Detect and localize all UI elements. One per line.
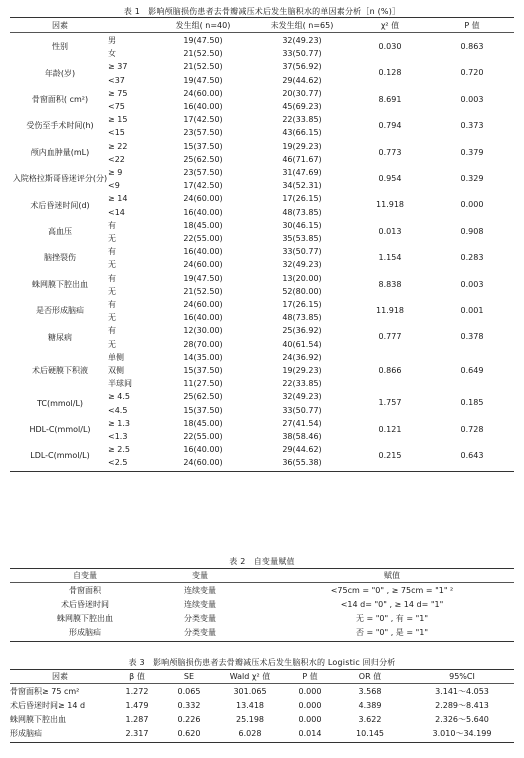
table1-not-occurred-value: 24(36.92) [282, 352, 322, 362]
table1-occurred-value: 16(40.00) [183, 207, 223, 217]
table1-caption: 表 1 影响颅脑损伤患者去骨瓣减压术后发生脑积水的单因素分析［n (%)］ [123, 7, 401, 16]
table1-not-occurred-value: 40(61.54) [282, 339, 322, 349]
table1-not-occurred-value: 32(49.23) [282, 260, 322, 270]
table1-occurred-value: 24(60.00) [183, 260, 223, 270]
table1-occurred-value: 15(37.50) [183, 366, 223, 375]
table1-chi-value: 1.154 [378, 253, 402, 263]
table3-cell: 0.000 [298, 715, 322, 724]
table1-not-occurred-value: 22(33.85) [282, 379, 322, 389]
table1-header-1 [108, 20, 148, 31]
table1-header-4: χ² 值 [380, 21, 400, 30]
table1-level: <1.3 [108, 432, 128, 441]
table1-chi-value: 0.866 [378, 365, 402, 375]
table3-cell: 0.014 [298, 729, 322, 738]
table2-header-2: 赋值 [384, 571, 400, 580]
table2-cell: 否 = "0" , 是 = "1" [355, 628, 429, 637]
table1-occurred-value: 24(60.00) [183, 88, 223, 98]
table3-cell: 1.272 [125, 687, 149, 696]
table1-occurred-value: 19(47.50) [183, 36, 223, 45]
table1-factor: LDL-C(mmol/L) [30, 451, 90, 461]
table1-occurred-value: 21(52.50) [183, 62, 223, 72]
table1-not-occurred-value: 45(69.23) [282, 102, 322, 111]
table3-cell: 蛛网膜下腔出血 [10, 715, 66, 724]
table1-level: 男 [108, 36, 116, 45]
table1-factor: 颅内血肿量(mL) [30, 147, 90, 157]
table1-p-value: 0.863 [460, 42, 484, 51]
table1-factor: 年龄(岁) [44, 68, 76, 78]
table1-chi-value: 0.030 [378, 42, 402, 51]
table1-not-occurred-value: 48(73.85) [282, 313, 322, 323]
table1-level: ≥ 4.5 [108, 392, 130, 402]
table2-bottom-rule [10, 641, 514, 642]
table1-level: <37 [108, 75, 125, 85]
table1-factor: 高血压 [48, 226, 72, 236]
table1-level: ≥ 2.5 [108, 445, 130, 455]
table3-cell: 2.317 [125, 729, 149, 738]
table1-not-occurred-value: 52(80.00) [282, 286, 322, 296]
table3-cell: 2.326～5.640 [435, 715, 489, 724]
table1-occurred-value: 24(60.00) [183, 300, 223, 309]
table1-factor: HDL-C(mmol/L) [29, 424, 91, 434]
table1-header-5: P 值 [464, 21, 480, 30]
table1-level: <22 [108, 154, 125, 164]
table3-cell: 13.418 [236, 701, 264, 710]
table1-not-occurred-value: 33(50.77) [282, 247, 322, 257]
table2-cell: 分类变量 [184, 614, 216, 623]
table1-p-value: 0.908 [460, 226, 484, 236]
table1-factor: TC(mmol/L) [36, 398, 84, 408]
table1-level: 有 [108, 220, 116, 230]
table1-occurred-value: 23(57.50) [183, 128, 223, 138]
table3-cell: 0.332 [177, 701, 201, 710]
table1-not-occurred-value: 43(66.15) [282, 128, 322, 138]
table1-p-value: 0.003 [460, 94, 484, 104]
table1-level: ≥ 22 [108, 141, 128, 151]
table1-level: 无 [108, 260, 116, 270]
table1-chi-value: 8.691 [378, 94, 402, 104]
table1-chi-value: 0.215 [378, 451, 402, 461]
table3-header-1: β 值 [129, 672, 145, 681]
table1-level: ≥ 9 [108, 168, 123, 177]
table1-chi-value: 0.954 [378, 174, 402, 183]
table1-level: 有 [108, 326, 116, 336]
table1-occurred-value: 23(57.50) [183, 168, 223, 177]
table1-factor: 蛛网膜下腔出血 [32, 279, 88, 289]
table1-occurred-value: 16(40.00) [183, 102, 223, 111]
table1-factor: 入院格拉斯哥昏迷评分(分) [12, 174, 108, 184]
table1-level: <14 [108, 207, 125, 217]
table1-level: 有 [108, 273, 116, 283]
table3-cell: 0.620 [177, 729, 201, 738]
table1-factor: 术后硬膜下积液 [32, 365, 88, 375]
table1-factor: 糖尿病 [48, 332, 72, 342]
table1-not-occurred-value: 30(46.15) [282, 220, 322, 230]
table1-level: 女 [108, 49, 116, 59]
table1-header-2: 发生组( n=40) [175, 21, 231, 30]
table1-occurred-value: 18(45.00) [183, 220, 223, 230]
table1-level: ≥ 14 [108, 194, 128, 204]
table1-chi-value: 11.918 [376, 306, 404, 315]
table1-factor: 性别 [52, 42, 68, 52]
table1-occurred-value: 24(60.00) [183, 194, 223, 204]
table1-occurred-value: 25(62.50) [183, 392, 223, 402]
table2-header-1: 变量 [192, 571, 208, 580]
table1-occurred-value: 22(55.00) [183, 432, 223, 441]
table1-not-occurred-value: 29(44.62) [282, 445, 322, 455]
table1-level: ≥ 15 [108, 115, 128, 125]
table2-cell: 分类变量 [184, 628, 216, 637]
table1-chi-value: 0.121 [378, 424, 402, 434]
table1-occurred-value: 24(60.00) [183, 458, 223, 468]
table1-chi-value: 0.794 [378, 121, 402, 131]
table1-chi-value: 0.777 [378, 332, 402, 342]
table1-occurred-value: 22(55.00) [183, 234, 223, 243]
table1-not-occurred-value: 19(29.23) [282, 141, 322, 151]
table1-header-rule [10, 32, 514, 33]
table1-level: 双侧 [108, 366, 124, 375]
table1-p-value: 0.728 [460, 424, 484, 434]
table1-not-occurred-value: 38(58.46) [282, 432, 322, 441]
table3-header-3: Wald χ² 值 [229, 672, 271, 681]
table1-occurred-value: 21(52.50) [183, 49, 223, 59]
table1-occurred-value: 15(37.50) [183, 141, 223, 151]
table1-chi-value: 0.128 [378, 68, 402, 78]
table2-cell: 连续变量 [184, 586, 216, 595]
table3-header-5: OR 值 [358, 672, 382, 681]
table1-factor: 术后昏迷时间(d) [30, 200, 90, 210]
table1-level: <2.5 [108, 458, 128, 468]
table3-cell: 2.289～8.413 [435, 701, 489, 710]
table1-header-0: 因素 [52, 21, 68, 30]
table3-header-0: 因素 [52, 672, 68, 681]
table1-p-value: 0.643 [460, 451, 484, 461]
table2-cell: 术后昏迷时间 [61, 600, 109, 609]
table3-cell: 3.010～34.199 [432, 729, 492, 738]
table1-occurred-value: 19(47.50) [183, 75, 223, 85]
table1-occurred-value: 17(42.50) [183, 115, 223, 125]
table3-cell: 0.000 [298, 701, 322, 710]
table1-occurred-value: 16(40.00) [183, 445, 223, 455]
table1-chi-value: 8.838 [378, 279, 402, 289]
table1-factor: 骨窗面积( cm²) [31, 94, 89, 104]
table3-cell: 0.000 [298, 687, 322, 696]
table3-header-6: 95%CI [449, 672, 475, 681]
table1-not-occurred-value: 17(26.15) [282, 300, 322, 309]
table1-occurred-value: 15(37.50) [183, 405, 223, 415]
table1-occurred-value: 28(70.00) [183, 339, 223, 349]
table1-level: 无 [108, 286, 116, 296]
table1-occurred-value: 16(40.00) [183, 247, 223, 257]
table2-header-rule [10, 582, 514, 583]
table1-level: ≥ 1.3 [108, 418, 130, 428]
table1-not-occurred-value: 27(41.54) [282, 418, 322, 428]
table1-occurred-value: 18(45.00) [183, 418, 223, 428]
table1-occurred-value: 12(30.00) [183, 326, 223, 336]
table2-top-rule [10, 568, 514, 569]
table3-header-4: P 值 [302, 672, 318, 681]
table1-not-occurred-value: 20(30.77) [282, 88, 322, 98]
table2-header-0: 自变量 [73, 571, 97, 580]
table1-level: <9 [108, 181, 120, 191]
table1-level: <15 [108, 128, 125, 138]
table3-header-2: SE [183, 672, 195, 681]
table1-p-value: 0.185 [460, 398, 484, 408]
table1-p-value: 0.283 [460, 253, 484, 263]
table3-header-rule [10, 683, 514, 684]
table1-bottom-rule [10, 471, 514, 472]
table3-cell: 6.028 [238, 729, 262, 738]
table3-cell: 0.226 [177, 715, 201, 724]
table3-cell: 1.287 [125, 715, 149, 724]
table1-not-occurred-value: 31(47.69) [282, 168, 322, 177]
table1-level: 有 [108, 247, 116, 257]
table1-level: <4.5 [108, 405, 128, 415]
table1-not-occurred-value: 22(33.85) [282, 115, 322, 125]
table2-cell: <75cm = "0" , ≥ 75cm = "1" ² [330, 586, 454, 595]
table1-level: 无 [108, 339, 116, 349]
table3-cell: 骨窗面积≥ 75 cm² [10, 687, 80, 696]
table3-cell: 25.198 [236, 715, 264, 724]
table1-level: 有 [108, 300, 116, 309]
table2-cell: 蛛网膜下腔出血 [57, 614, 113, 623]
table1-chi-value: 1.757 [378, 398, 402, 408]
table2-cell: 无 = "0" , 有 = "1" [355, 614, 429, 623]
table2-cell: 骨窗面积 [69, 586, 101, 595]
table1-not-occurred-value: 33(50.77) [282, 49, 322, 59]
table1-not-occurred-value: 48(73.85) [282, 207, 322, 217]
table1-chi-value: 0.013 [378, 226, 402, 236]
table3-top-rule [10, 669, 514, 670]
table3-cell: 301.065 [233, 687, 267, 696]
table1-not-occurred-value: 35(53.85) [282, 234, 322, 243]
table1-p-value: 0.649 [460, 365, 484, 375]
table2-caption: 表 2 自变量赋值 [229, 557, 295, 566]
table1-not-occurred-value: 33(50.77) [282, 405, 322, 415]
table1-not-occurred-value: 32(49.23) [282, 36, 322, 45]
table1-chi-value: 0.773 [378, 147, 402, 157]
table3-cell: 3.141～4.053 [435, 687, 489, 696]
table1-factor: 脑挫裂伤 [44, 253, 76, 263]
table1-p-value: 0.001 [460, 306, 484, 315]
table1-occurred-value: 17(42.50) [183, 181, 223, 191]
table1-not-occurred-value: 34(52.31) [282, 181, 322, 191]
table1-p-value: 0.378 [460, 332, 484, 342]
table3-cell: 1.479 [125, 701, 149, 710]
table1-level: 单侧 [108, 352, 124, 362]
table2-cell: <14 d= "0" , ≥ 14 d= "1" [340, 600, 444, 609]
table1-level: ≥ 75 [108, 88, 128, 98]
table1-occurred-value: 25(62.50) [183, 154, 223, 164]
table1-occurred-value: 19(47.50) [183, 273, 223, 283]
table2-cell: 连续变量 [184, 600, 216, 609]
table3-cell: 术后昏迷时间≥ 14 d [10, 701, 86, 710]
table1-p-value: 0.003 [460, 279, 484, 289]
table1-level: 无 [108, 234, 116, 243]
table1-occurred-value: 11(27.50) [183, 379, 223, 389]
table1-p-value: 0.720 [460, 68, 484, 78]
table1-p-value: 0.000 [460, 200, 484, 210]
table1-factor: 受伤至手术时间(h) [26, 121, 94, 131]
table1-level: 无 [108, 313, 116, 323]
table1-level: ≥ 37 [108, 62, 128, 72]
table1-p-value: 0.373 [460, 121, 484, 131]
table1-not-occurred-value: 13(20.00) [282, 273, 322, 283]
table1-factor: 是否形成脑疝 [36, 306, 84, 316]
table1-p-value: 0.329 [460, 174, 484, 183]
table2-cell: 形成脑疝 [69, 628, 101, 637]
table1-level: 半球间 [108, 379, 132, 389]
table1-chi-value: 11.918 [376, 200, 404, 210]
table1-not-occurred-value: 25(36.92) [282, 326, 322, 336]
table3-bottom-rule [10, 742, 514, 743]
table1-occurred-value: 16(40.00) [183, 313, 223, 323]
table1-header-3: 未发生组( n=65) [270, 21, 334, 30]
table1-not-occurred-value: 19(29.23) [282, 366, 322, 375]
table1-not-occurred-value: 32(49.23) [282, 392, 322, 402]
table3-cell: 3.622 [358, 715, 382, 724]
table3-cell: 4.389 [358, 701, 382, 710]
table1-not-occurred-value: 37(56.92) [282, 62, 322, 72]
table1-not-occurred-value: 36(55.38) [282, 458, 322, 468]
table1-not-occurred-value: 46(71.67) [282, 154, 322, 164]
table1-top-rule [10, 17, 514, 18]
table1-level: <75 [108, 102, 125, 111]
table1-p-value: 0.379 [460, 147, 484, 157]
table1-occurred-value: 14(35.00) [183, 352, 223, 362]
table3-cell: 10.145 [356, 729, 384, 738]
table1-not-occurred-value: 17(26.15) [282, 194, 322, 204]
table3-caption: 表 3 影响颅脑损伤患者去骨瓣减压术后发生脑积水的 Logistic 回归分析 [128, 658, 396, 667]
table1-not-occurred-value: 29(44.62) [282, 75, 322, 85]
table3-cell: 形成脑疝 [10, 729, 42, 738]
table1-occurred-value: 21(52.50) [183, 286, 223, 296]
table3-cell: 3.568 [358, 687, 382, 696]
table3-cell: 0.065 [177, 687, 201, 696]
